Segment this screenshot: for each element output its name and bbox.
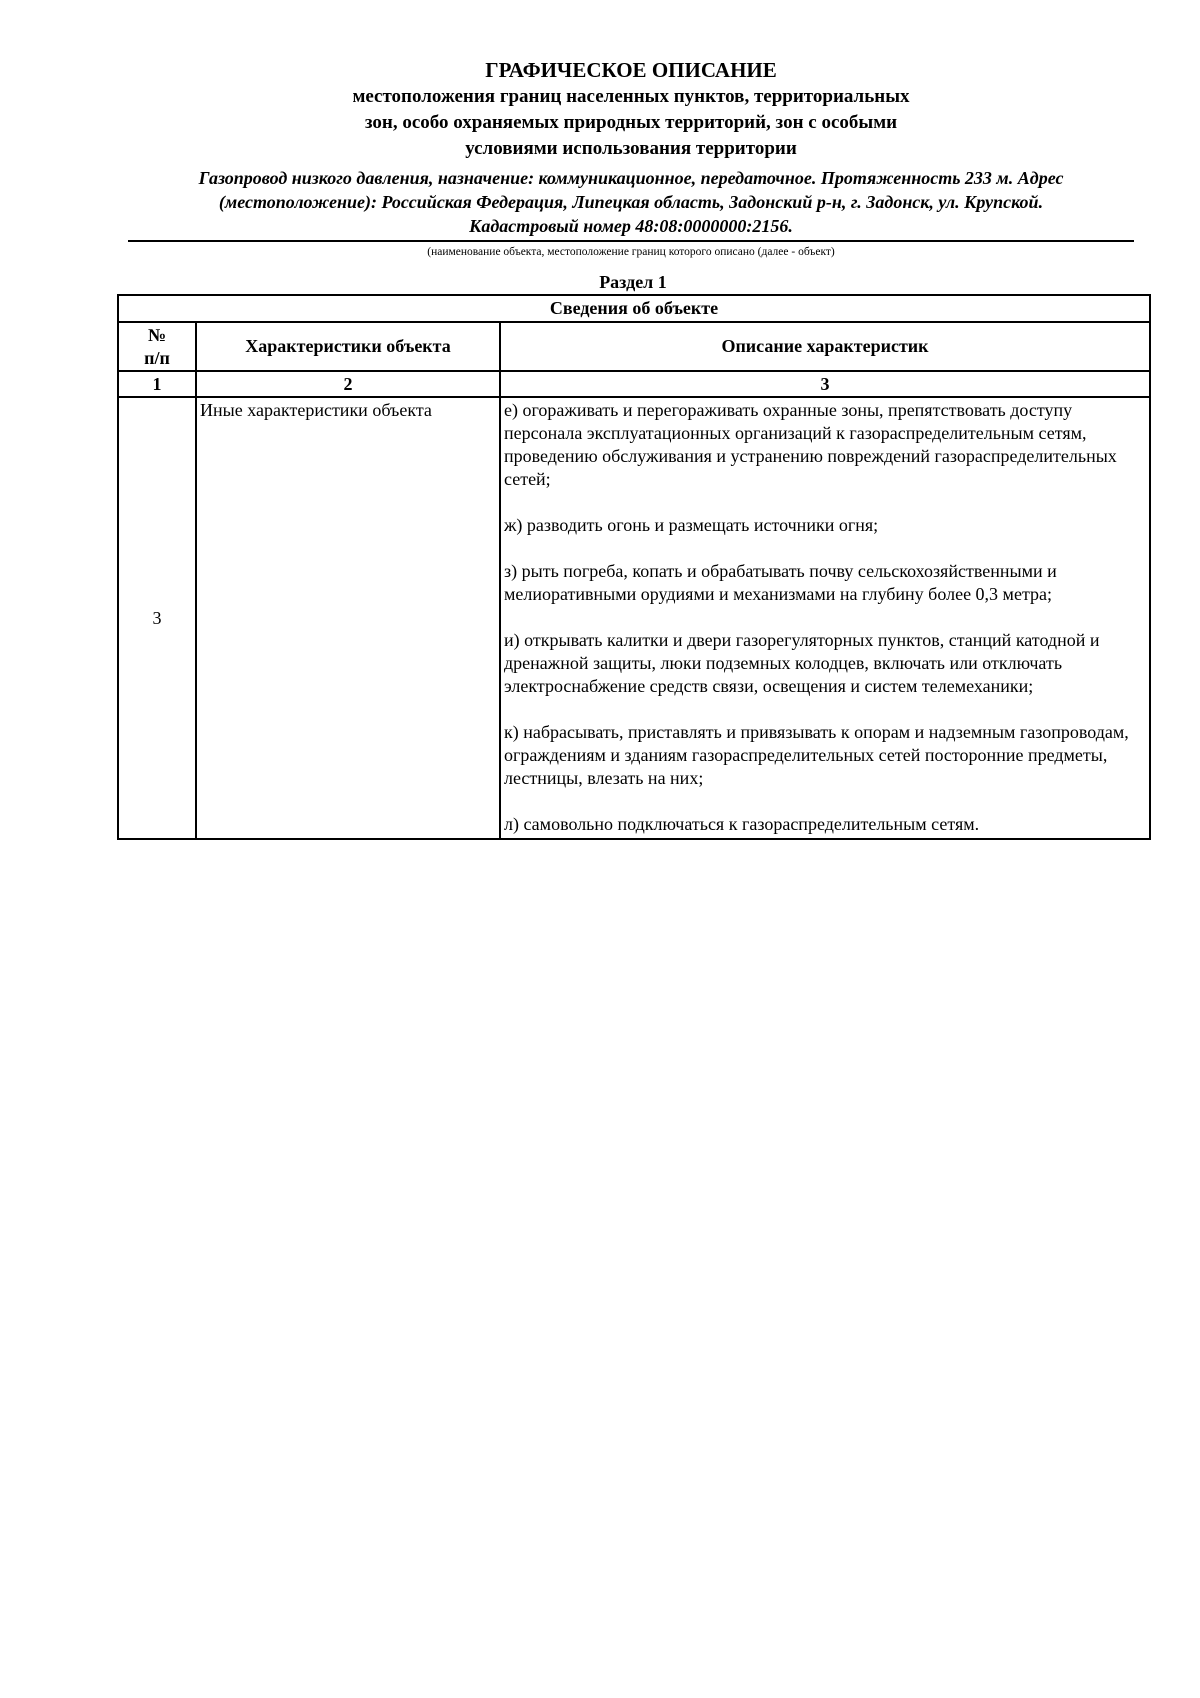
description-paragraph-i: и) открывать калитки и двери газорегуляторных пунктов, станций катодной и дренажной защиты, люки подземных колодцев, включать или отключать электроснабжение средств связи, освещения и систем телемеханики;	[504, 630, 1100, 696]
table-row	[118, 397, 1150, 839]
section-title: Раздел 1	[599, 272, 667, 292]
column-header-number-line-1: №	[147, 324, 167, 345]
document-header	[128, 56, 1134, 260]
description-paragraph-k: к) набрасывать, приставлять и привязывать к опорам и надземным газопроводам, ограждениям и зданиям газораспределительных сетей посторонние предметы, лестницы, влезать на них;	[504, 722, 1129, 788]
object-name-line-1: Газопровод низкого давления, назначение: коммуникационное, передаточное. Протяженность 233 м. Адрес	[198, 168, 1064, 188]
document-title: ГРАФИЧЕСКОЕ ОПИСАНИЕ	[485, 58, 777, 82]
table-caption-row	[118, 295, 1150, 322]
column-header-characteristics: Характеристики объекта	[196, 322, 500, 371]
column-header-description: Описание характеристик	[500, 322, 1150, 371]
document-subtitle-line-2: зон, особо охраняемых природных территорий, зон с особыми	[364, 112, 898, 133]
object-name-line-3: Кадастровый номер 48:08:0000000:2156.	[469, 216, 793, 236]
object-caption: (наименование объекта, местоположение границ которого описано (далее - объект)	[427, 246, 835, 258]
column-number-2: 2	[196, 371, 500, 397]
description-paragraph-z: з) рыть погреба, копать и обрабатывать почву сельскохозяйственными и мелиоративными орудиями и механизмами на глубину более 0,3 метра;	[504, 561, 1057, 604]
row-characteristic: Иные характеристики объекта	[196, 397, 500, 839]
object-name-line-2: (местоположение): Российская Федерация, Липецкая область, Задонский р-н, г. Задонск, ул. Крупской.	[218, 192, 1044, 212]
table-caption: Сведения об объекте	[118, 295, 1150, 322]
column-number-1: 1	[118, 371, 196, 397]
object-info-table	[117, 294, 1151, 840]
object-name	[128, 166, 1134, 242]
table-header-row	[118, 322, 1150, 371]
column-header-number-line-2: п/п	[144, 347, 170, 368]
column-numbers-row	[118, 371, 1150, 397]
description-paragraph-zh: ж) разводить огонь и размещать источники огня;	[504, 515, 879, 535]
row-description	[500, 397, 1150, 839]
description-paragraph-e: е) огораживать и перегораживать охранные зоны, препятствовать доступу персонала эксплуатационных организаций к газораспределительным сетям, проведению обслуживания и устранению повреждений газораспределительных сетей;	[504, 400, 1117, 489]
document-subtitle-line-3: условиями использования территории	[465, 138, 797, 159]
document-subtitle-line-1: местоположения границ населенных пунктов, территориальных	[352, 86, 910, 107]
description-paragraph-l: л) самовольно подключаться к газораспределительным сетям.	[504, 814, 980, 834]
row-number: 3	[118, 397, 196, 839]
column-header-number	[118, 322, 196, 371]
column-number-3: 3	[500, 371, 1150, 397]
